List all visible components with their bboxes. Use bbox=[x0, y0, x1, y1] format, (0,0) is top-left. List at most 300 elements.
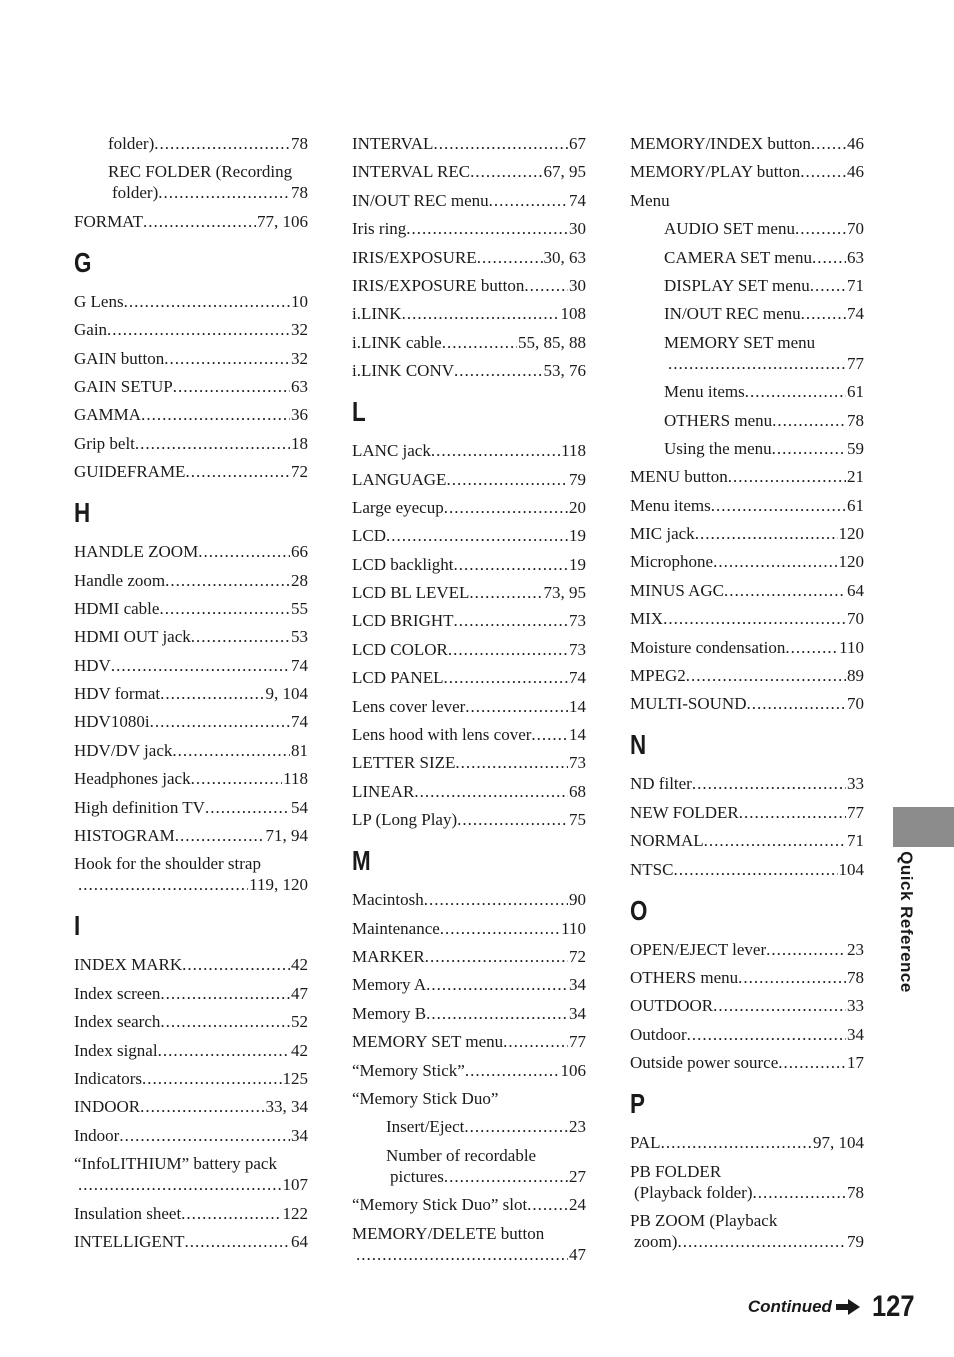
page-ref: 9, 104 bbox=[265, 684, 308, 704]
index-entry bbox=[630, 939, 864, 960]
entry-line bbox=[352, 1088, 586, 1109]
page-ref: 122 bbox=[282, 1203, 308, 1223]
entry-term: INTERVAL REC bbox=[352, 162, 471, 182]
entry-line bbox=[74, 655, 308, 676]
entry-term: Index signal bbox=[74, 1040, 158, 1060]
entry-term: NEW FOLDER bbox=[630, 802, 739, 822]
page-ref: 27 bbox=[569, 1166, 586, 1186]
page-ref: 36 bbox=[291, 405, 308, 425]
entry-line bbox=[630, 939, 864, 960]
page-ref: 53 bbox=[291, 627, 308, 647]
dot-leader bbox=[154, 133, 290, 154]
entry-term: LETTER SIZE bbox=[352, 753, 456, 773]
page-ref: 79 bbox=[847, 1231, 864, 1251]
page-ref: 14 bbox=[569, 696, 586, 716]
dot-leader bbox=[785, 637, 838, 658]
entry-term: Memory B bbox=[352, 1003, 427, 1023]
entry-term: CAMERA SET menu bbox=[664, 247, 812, 267]
dot-leader bbox=[198, 541, 290, 562]
index-entry bbox=[630, 495, 864, 516]
page-ref: 46 bbox=[847, 134, 864, 153]
dot-leader bbox=[140, 1096, 264, 1117]
dot-leader bbox=[469, 582, 542, 603]
index-entry bbox=[630, 967, 864, 988]
index-entry bbox=[74, 1011, 308, 1032]
page-ref: 53, 76 bbox=[543, 361, 586, 381]
dot-leader bbox=[812, 247, 846, 268]
dot-leader bbox=[778, 1052, 846, 1073]
dot-leader bbox=[772, 438, 846, 459]
dot-leader bbox=[531, 724, 568, 745]
entry-term: AUDIO SET menu bbox=[664, 219, 795, 239]
entry-term: “InfoLITHIUM” battery pack bbox=[74, 1154, 277, 1174]
entry-line bbox=[74, 853, 308, 874]
index-entry bbox=[352, 497, 586, 518]
page-ref: 67 bbox=[569, 134, 586, 153]
dot-leader bbox=[107, 319, 290, 340]
index-entry bbox=[630, 332, 864, 374]
index-column-2 bbox=[352, 133, 586, 1272]
entry-term: INDOOR bbox=[74, 1097, 141, 1117]
entry-term: Hook for the shoulder strap bbox=[74, 854, 261, 874]
entry-term: OTHERS menu bbox=[664, 410, 773, 430]
index-entry bbox=[74, 1068, 308, 1089]
page-ref: 78 bbox=[847, 1182, 864, 1202]
continued-label: Continued bbox=[747, 1297, 832, 1316]
entry-line bbox=[74, 570, 308, 591]
entry-term: HANDLE ZOOM bbox=[74, 542, 199, 562]
entry-line bbox=[630, 580, 864, 601]
entry-line bbox=[352, 889, 586, 910]
index-entry bbox=[630, 381, 864, 402]
page-ref: 10 bbox=[291, 291, 308, 311]
entry-line bbox=[630, 859, 864, 880]
index-entry bbox=[74, 541, 308, 562]
dot-leader bbox=[503, 1031, 568, 1052]
page-ref: 77 bbox=[847, 802, 864, 822]
entry-term: OUTDOOR bbox=[630, 996, 714, 1016]
index-entry bbox=[74, 133, 308, 154]
dot-leader bbox=[205, 797, 290, 818]
entry-line bbox=[352, 974, 586, 995]
index-entry bbox=[352, 525, 586, 546]
page-ref: 71 bbox=[847, 831, 864, 851]
dot-leader bbox=[444, 1166, 568, 1187]
index-entry bbox=[630, 1132, 864, 1153]
entry-term: Insulation sheet bbox=[74, 1203, 182, 1223]
entry-line bbox=[74, 404, 308, 425]
dot-leader bbox=[191, 768, 283, 789]
entry-line bbox=[664, 410, 864, 431]
dot-leader bbox=[739, 802, 846, 823]
page-ref: 89 bbox=[847, 666, 864, 686]
dot-leader bbox=[160, 1011, 290, 1032]
entry-line bbox=[352, 752, 586, 773]
page-ref: 73, 95 bbox=[543, 583, 586, 603]
entry-term: LCD PANEL bbox=[352, 668, 444, 688]
page-ref: 106 bbox=[560, 1060, 586, 1080]
entry-line bbox=[74, 541, 308, 562]
page-ref: 34 bbox=[569, 975, 586, 995]
page-footer bbox=[748, 1290, 922, 1324]
entry-term: MIC jack bbox=[630, 524, 695, 544]
entry-term: LANC jack bbox=[352, 441, 431, 461]
dot-leader bbox=[455, 752, 568, 773]
dot-leader bbox=[158, 1040, 290, 1061]
index-entry bbox=[74, 598, 308, 619]
index-entry bbox=[630, 466, 864, 487]
entry-line bbox=[74, 1125, 308, 1146]
entry-line bbox=[74, 797, 308, 818]
entry-line bbox=[630, 495, 864, 516]
index-entry bbox=[352, 809, 586, 830]
index-entry bbox=[74, 291, 308, 312]
entry-term: G Lens bbox=[74, 291, 124, 311]
entry-term: OPEN/EJECT lever bbox=[630, 939, 767, 959]
page-ref: 110 bbox=[839, 637, 864, 657]
index-entry bbox=[630, 859, 864, 880]
entry-term: LCD COLOR bbox=[352, 639, 448, 659]
dot-leader bbox=[446, 469, 568, 490]
index-entry bbox=[630, 1052, 864, 1073]
dot-leader bbox=[356, 1244, 568, 1265]
entry-line bbox=[664, 332, 864, 353]
dot-leader bbox=[158, 182, 290, 203]
dot-leader bbox=[800, 161, 846, 182]
dot-leader bbox=[801, 303, 846, 324]
entry-term: Index search bbox=[74, 1012, 161, 1032]
entry-line bbox=[352, 1003, 586, 1024]
page-ref: 63 bbox=[847, 247, 864, 267]
entry-line bbox=[352, 667, 586, 688]
index-entry bbox=[630, 1210, 864, 1252]
dot-leader bbox=[524, 275, 568, 296]
entry-term: NTSC bbox=[630, 859, 674, 879]
entry-term: folder) bbox=[108, 134, 155, 153]
page-ref: 90 bbox=[569, 890, 586, 910]
page-ref: 61 bbox=[847, 382, 864, 402]
page-ref: 34 bbox=[847, 1024, 864, 1044]
page-ref: 77 bbox=[569, 1032, 586, 1052]
index-entry bbox=[352, 667, 586, 688]
dot-leader bbox=[440, 918, 560, 939]
index-entry bbox=[352, 1088, 586, 1109]
index-entry bbox=[74, 211, 308, 232]
index-entry bbox=[74, 404, 308, 425]
entry-line bbox=[74, 740, 308, 761]
entry-term: Using the menu bbox=[664, 438, 772, 458]
entry-term: GAIN SETUP bbox=[74, 376, 173, 396]
page-ref: 52 bbox=[291, 1012, 308, 1032]
index-entry bbox=[352, 332, 586, 353]
page-ref: 42 bbox=[291, 1040, 308, 1060]
page-ref: 28 bbox=[291, 570, 308, 590]
dot-leader bbox=[752, 1182, 846, 1203]
dot-leader bbox=[160, 983, 290, 1004]
dot-leader bbox=[124, 291, 290, 312]
entry-line bbox=[74, 1231, 308, 1252]
dot-leader bbox=[464, 1116, 568, 1137]
entry-line bbox=[630, 637, 864, 658]
index-entry bbox=[630, 218, 864, 239]
page-ref: 24 bbox=[569, 1195, 586, 1215]
page-ref: 78 bbox=[847, 967, 864, 987]
entry-line bbox=[630, 967, 864, 988]
index-entry bbox=[630, 637, 864, 658]
dot-leader bbox=[489, 190, 568, 211]
entry-term: HDV bbox=[74, 655, 111, 675]
index-entry bbox=[74, 711, 308, 732]
index-entry bbox=[630, 802, 864, 823]
dot-leader bbox=[172, 740, 290, 761]
dot-leader bbox=[713, 551, 837, 572]
index-entry bbox=[352, 639, 586, 660]
entry-term: Memory A bbox=[352, 975, 427, 995]
entry-line bbox=[630, 773, 864, 794]
entry-term: i.LINK cable bbox=[352, 332, 442, 352]
entry-term: HDMI OUT jack bbox=[74, 627, 191, 647]
dot-leader bbox=[425, 946, 568, 967]
index-entry bbox=[630, 275, 864, 296]
entry-line bbox=[630, 1231, 864, 1252]
page-ref: 74 bbox=[569, 668, 586, 688]
dot-leader bbox=[668, 353, 846, 374]
dot-leader bbox=[414, 781, 568, 802]
page-ref: 72 bbox=[291, 462, 308, 482]
page-ref: 74 bbox=[291, 655, 308, 675]
dot-leader bbox=[150, 711, 290, 732]
index-entry bbox=[74, 161, 308, 203]
page-ref: 118 bbox=[283, 769, 308, 789]
entry-term: Indicators bbox=[74, 1068, 142, 1088]
dot-leader bbox=[431, 440, 560, 461]
dot-leader bbox=[141, 404, 290, 425]
index-entry bbox=[74, 461, 308, 482]
entry-term: REC FOLDER (Recording bbox=[108, 162, 293, 182]
dot-leader bbox=[454, 554, 568, 575]
index-entry bbox=[74, 1231, 308, 1252]
entry-line bbox=[664, 218, 864, 239]
entry-term: LANGUAGE bbox=[352, 469, 447, 489]
dot-leader bbox=[454, 610, 568, 631]
page-ref: 30 bbox=[569, 275, 586, 295]
dot-leader bbox=[182, 954, 290, 975]
entry-line bbox=[630, 802, 864, 823]
entry-line bbox=[352, 724, 586, 745]
section-letter: H bbox=[74, 497, 91, 529]
entry-line bbox=[74, 291, 308, 312]
page-ref: 118 bbox=[561, 441, 586, 461]
page-ref: 54 bbox=[291, 797, 308, 817]
dot-leader bbox=[811, 133, 846, 154]
page-ref: 70 bbox=[847, 219, 864, 239]
entry-term: Menu items bbox=[630, 495, 711, 515]
section-letter: P bbox=[630, 1088, 645, 1120]
index-entry bbox=[630, 247, 864, 268]
section-letter: G bbox=[74, 246, 92, 278]
index-entry bbox=[352, 133, 586, 154]
page-ref: 64 bbox=[291, 1231, 308, 1251]
dot-leader bbox=[772, 410, 846, 431]
page-ref: 55 bbox=[291, 598, 308, 618]
entry-line bbox=[352, 303, 586, 324]
dot-leader bbox=[810, 275, 846, 296]
entry-term: High definition TV bbox=[74, 797, 205, 817]
entry-term: “Memory Stick Duo” bbox=[352, 1088, 499, 1108]
dot-leader bbox=[78, 1174, 282, 1195]
index-entry bbox=[630, 995, 864, 1016]
entry-line bbox=[352, 1223, 586, 1244]
entry-term: Lens cover lever bbox=[352, 696, 466, 716]
entry-line bbox=[386, 1166, 586, 1187]
index-entry bbox=[74, 954, 308, 975]
entry-line bbox=[74, 874, 308, 895]
page-ref: 78 bbox=[847, 410, 864, 430]
index-entry bbox=[352, 918, 586, 939]
entry-term: MPEG2 bbox=[630, 666, 686, 686]
dot-leader bbox=[677, 1231, 846, 1252]
index-entry bbox=[352, 696, 586, 717]
entry-term: HDV/DV jack bbox=[74, 740, 173, 760]
entry-line bbox=[630, 1210, 864, 1231]
dot-leader bbox=[795, 218, 846, 239]
entry-line bbox=[630, 466, 864, 487]
entry-term: ND filter bbox=[630, 774, 692, 794]
dot-leader bbox=[711, 495, 846, 516]
index-entry bbox=[352, 1003, 586, 1024]
page-ref: 61 bbox=[847, 495, 864, 515]
entry-line bbox=[664, 381, 864, 402]
page-ref: 78 bbox=[291, 134, 308, 153]
index-entry bbox=[74, 376, 308, 397]
index-entry bbox=[74, 626, 308, 647]
index-entry bbox=[352, 1116, 586, 1137]
entry-line bbox=[352, 781, 586, 802]
index-entry bbox=[352, 161, 586, 182]
dot-leader bbox=[402, 303, 560, 324]
index-entry bbox=[352, 946, 586, 967]
index-entry bbox=[74, 768, 308, 789]
page-ref: 73 bbox=[569, 611, 586, 631]
entry-term: Gain bbox=[74, 320, 108, 340]
page-ref: 21 bbox=[847, 467, 864, 487]
entry-term: MINUS AGC bbox=[630, 580, 724, 600]
page-ref: 104 bbox=[838, 859, 864, 879]
page-ref: 23 bbox=[847, 939, 864, 959]
page-ref: 33 bbox=[847, 774, 864, 794]
dot-leader bbox=[406, 218, 568, 239]
entry-term: HDV format bbox=[74, 684, 161, 704]
index-entry bbox=[352, 1031, 586, 1052]
entry-line bbox=[352, 918, 586, 939]
entry-line bbox=[74, 1011, 308, 1032]
entry-term: Menu items bbox=[664, 382, 745, 402]
entry-term: INDEX MARK bbox=[74, 955, 183, 975]
index-entry bbox=[630, 438, 864, 459]
entry-term: MEMORY SET menu bbox=[664, 332, 816, 352]
dot-leader bbox=[143, 211, 256, 232]
page-ref: 108 bbox=[560, 304, 586, 324]
entry-line bbox=[352, 469, 586, 490]
entry-line bbox=[352, 247, 586, 268]
index-entry bbox=[74, 797, 308, 818]
entry-term: Grip belt bbox=[74, 433, 135, 453]
index-entry bbox=[74, 1125, 308, 1146]
page-ref: 71, 94 bbox=[265, 826, 308, 846]
entry-line bbox=[352, 696, 586, 717]
dot-leader bbox=[78, 874, 248, 895]
entry-term: MEMORY SET menu bbox=[352, 1032, 504, 1052]
entry-line bbox=[74, 598, 308, 619]
entry-term: DISPLAY SET menu bbox=[664, 275, 810, 295]
index-entry bbox=[74, 655, 308, 676]
entry-term-continued: zoom) bbox=[634, 1231, 678, 1251]
entry-term: MENU button bbox=[630, 467, 728, 487]
page-ref: 30 bbox=[569, 219, 586, 239]
index-entry bbox=[74, 825, 308, 846]
index-entry bbox=[352, 1194, 586, 1215]
entry-line bbox=[352, 1060, 586, 1081]
dot-leader bbox=[766, 939, 846, 960]
entry-term: MIX bbox=[630, 609, 664, 629]
entry-line bbox=[630, 830, 864, 851]
dot-leader bbox=[470, 161, 542, 182]
dot-leader bbox=[663, 608, 846, 629]
entry-line bbox=[352, 275, 586, 296]
index-entry bbox=[630, 133, 864, 154]
page-ref: 42 bbox=[291, 955, 308, 975]
section-letter: I bbox=[74, 910, 81, 942]
index-entry bbox=[74, 683, 308, 704]
index-entry bbox=[352, 889, 586, 910]
index-entry bbox=[352, 303, 586, 324]
dot-leader bbox=[184, 1231, 290, 1252]
dot-leader bbox=[165, 570, 290, 591]
entry-line bbox=[352, 946, 586, 967]
page-ref: 23 bbox=[569, 1117, 586, 1137]
index-entry bbox=[630, 161, 864, 182]
index-entry bbox=[630, 665, 864, 686]
entry-line bbox=[664, 353, 864, 374]
entry-term: INTELLIGENT bbox=[74, 1231, 185, 1251]
entry-term: NORMAL bbox=[630, 831, 704, 851]
entry-line bbox=[74, 711, 308, 732]
entry-line bbox=[664, 438, 864, 459]
entry-line bbox=[630, 133, 864, 154]
index-entry bbox=[74, 319, 308, 340]
section-letter: O bbox=[630, 894, 648, 926]
entry-term: Macintosh bbox=[352, 890, 424, 910]
entry-line bbox=[74, 1153, 308, 1174]
dot-leader bbox=[111, 655, 290, 676]
dot-leader bbox=[724, 580, 846, 601]
section-letter: N bbox=[630, 729, 647, 761]
dot-leader bbox=[704, 830, 846, 851]
page-ref: 34 bbox=[569, 1003, 586, 1023]
entry-term: FORMAT bbox=[74, 211, 143, 231]
entry-term: Iris ring bbox=[352, 219, 407, 239]
dot-leader bbox=[661, 1132, 812, 1153]
entry-line bbox=[74, 319, 308, 340]
entry-line bbox=[74, 376, 308, 397]
dot-leader bbox=[465, 696, 568, 717]
entry-term: Handle zoom bbox=[74, 570, 166, 590]
index-entry bbox=[630, 693, 864, 714]
entry-term: LINEAR bbox=[352, 781, 415, 801]
index-entry bbox=[74, 853, 308, 895]
index-entry bbox=[352, 752, 586, 773]
page-ref: 32 bbox=[291, 320, 308, 340]
